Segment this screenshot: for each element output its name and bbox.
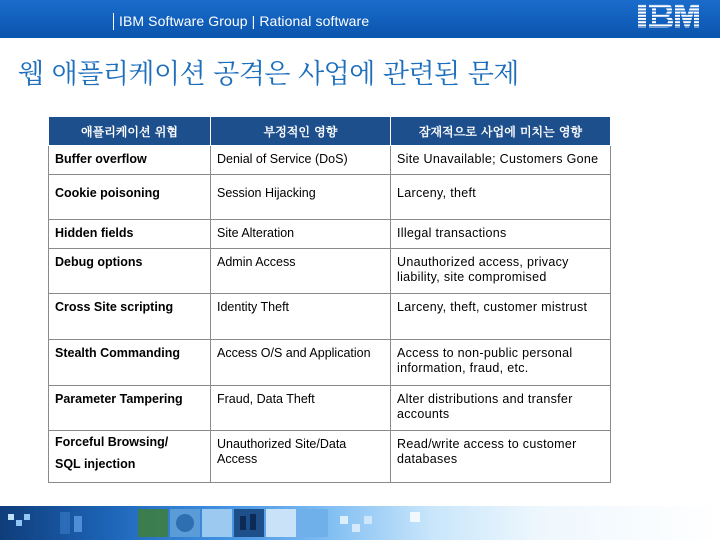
table-row <box>49 249 611 294</box>
top-header-bar <box>0 0 720 38</box>
business-impact-cell: Illegal transactions <box>391 220 611 249</box>
table-row <box>49 146 611 175</box>
negative-impact-cell: Admin Access <box>211 249 391 294</box>
table-row <box>49 386 611 431</box>
threat-cell: Forceful Browsing/ SQL injection <box>49 431 211 483</box>
business-impact-cell: Access to non-public personal information, fraud, etc. <box>391 340 611 386</box>
business-impact-cell: Unauthorized access, privacy liability, site compromised <box>391 249 611 294</box>
negative-impact-cell: Access O/S and Application <box>211 340 391 386</box>
business-impact-cell: Read/write access to customer databases <box>391 431 611 483</box>
footer-decorative-strip <box>0 506 720 540</box>
business-impact-cell: Larceny, theft, customer mistrust <box>391 294 611 340</box>
threat-cell: Buffer overflow <box>49 146 211 175</box>
threat-cell: Cookie poisoning <box>49 175 211 220</box>
table-header-row <box>49 117 611 146</box>
header-separator <box>113 13 114 30</box>
business-impact-cell: Alter distributions and transfer accounts <box>391 386 611 431</box>
ibm-logo <box>636 2 700 30</box>
negative-impact-cell: Denial of Service (DoS) <box>211 146 391 175</box>
business-impact-cell: Larceny, theft <box>391 175 611 220</box>
threat-cell: Stealth Commanding <box>49 340 211 386</box>
table-row <box>49 340 611 386</box>
column-header-negative-impact: 부정적인 영향 <box>211 117 391 146</box>
threat-cell: Parameter Tampering <box>49 386 211 431</box>
negative-impact-cell: Identity Theft <box>211 294 391 340</box>
threat-cell: Debug options <box>49 249 211 294</box>
footer-photo-tiles <box>0 506 720 540</box>
negative-impact-cell: Session Hijacking <box>211 175 391 220</box>
threat-impact-table <box>48 116 611 483</box>
column-header-threat: 애플리케이션 위협 <box>49 117 211 146</box>
header-text: IBM Software Group | Rational software <box>119 13 370 29</box>
threat-cell: Cross Site scripting <box>49 294 211 340</box>
negative-impact-cell: Unauthorized Site/Data Access <box>211 431 391 483</box>
negative-impact-cell: Site Alteration <box>211 220 391 249</box>
table-row <box>49 220 611 249</box>
threat-cell: Hidden fields <box>49 220 211 249</box>
negative-impact-cell: Fraud, Data Theft <box>211 386 391 431</box>
table-row <box>49 175 611 220</box>
table-row <box>49 294 611 340</box>
column-header-business-impact: 잠재적으로 사업에 미치는 영향 <box>391 117 611 146</box>
business-impact-cell: Site Unavailable; Customers Gone <box>391 146 611 175</box>
table-row <box>49 431 611 483</box>
slide-title: 웹 애플리케이션 공격은 사업에 관련된 문제 <box>18 59 519 90</box>
